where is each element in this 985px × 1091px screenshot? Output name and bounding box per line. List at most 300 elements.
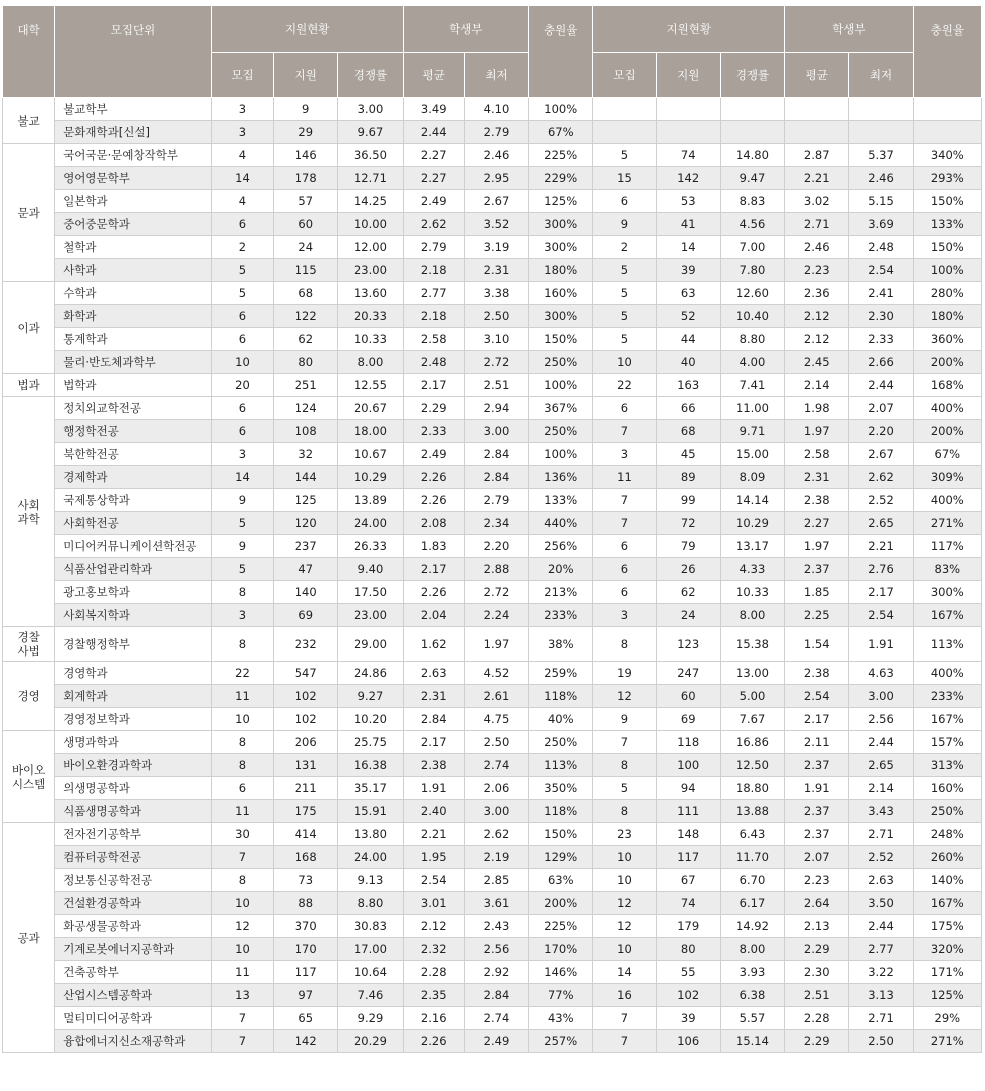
table-row <box>3 604 982 627</box>
value-cell: 200% <box>913 351 981 374</box>
table-row <box>3 443 982 466</box>
value-cell: 12.71 <box>338 167 403 190</box>
value-cell: 13.80 <box>338 823 403 846</box>
dept-cell: 건설환경공학과 <box>55 892 212 915</box>
table-row <box>3 1007 982 1030</box>
value-cell: 4 <box>211 190 273 213</box>
value-cell: 12 <box>593 685 656 708</box>
value-cell: 2.54 <box>785 685 849 708</box>
dept-cell: 법학과 <box>55 374 212 397</box>
value-cell: 6 <box>593 535 656 558</box>
value-cell: 211 <box>274 777 338 800</box>
value-cell: 1.97 <box>785 420 849 443</box>
dept-cell: 경찰행정학부 <box>55 627 212 662</box>
dept-cell: 정보통신공학전공 <box>55 869 212 892</box>
value-cell: 2.54 <box>849 604 913 627</box>
value-cell: 24.00 <box>338 512 403 535</box>
value-cell: 11 <box>211 685 273 708</box>
college-cell: 경찰 사법 <box>3 627 55 662</box>
value-cell: 24.00 <box>338 846 403 869</box>
value-cell: 113% <box>913 627 981 662</box>
value-cell: 122 <box>274 305 338 328</box>
value-cell: 2.67 <box>849 443 913 466</box>
value-cell: 2.49 <box>403 190 464 213</box>
value-cell: 99 <box>656 489 720 512</box>
table-row <box>3 961 982 984</box>
value-cell <box>849 121 913 144</box>
value-cell <box>785 98 849 121</box>
value-cell: 100% <box>529 443 593 466</box>
value-cell: 2.21 <box>785 167 849 190</box>
value-cell: 12 <box>211 915 273 938</box>
dept-cell: 미디어커뮤니케이션학전공 <box>55 535 212 558</box>
value-cell: 13.60 <box>338 282 403 305</box>
value-cell: 2.14 <box>785 374 849 397</box>
value-cell: 52 <box>656 305 720 328</box>
value-cell: 8 <box>211 627 273 662</box>
value-cell: 440% <box>529 512 593 535</box>
value-cell: 80 <box>656 938 720 961</box>
table-row <box>3 121 982 144</box>
value-cell: 9 <box>211 535 273 558</box>
value-cell: 9.40 <box>338 558 403 581</box>
value-cell: 16.86 <box>720 731 784 754</box>
value-cell: 4.52 <box>464 662 528 685</box>
value-cell: 6.17 <box>720 892 784 915</box>
value-cell: 2.17 <box>403 558 464 581</box>
value-cell: 2.16 <box>403 1007 464 1030</box>
value-cell: 15.38 <box>720 627 784 662</box>
value-cell: 1.95 <box>403 846 464 869</box>
value-cell: 2.50 <box>464 305 528 328</box>
value-cell: 19 <box>593 662 656 685</box>
table-row <box>3 754 982 777</box>
value-cell: 9 <box>593 708 656 731</box>
value-cell: 40 <box>656 351 720 374</box>
value-cell: 12 <box>593 915 656 938</box>
value-cell: 271% <box>913 1030 981 1053</box>
value-cell: 2.48 <box>849 236 913 259</box>
value-cell: 47 <box>274 558 338 581</box>
value-cell: 77% <box>529 984 593 1007</box>
sub-header-ratio: 경쟁률 <box>338 53 403 98</box>
table-row <box>3 685 982 708</box>
value-cell: 2.29 <box>403 397 464 420</box>
value-cell: 2.40 <box>403 800 464 823</box>
value-cell: 5 <box>211 512 273 535</box>
value-cell: 62 <box>274 328 338 351</box>
value-cell: 2.30 <box>785 961 849 984</box>
value-cell: 179 <box>656 915 720 938</box>
table-row <box>3 1030 982 1053</box>
value-cell <box>913 121 981 144</box>
dept-cell: 국제통상학과 <box>55 489 212 512</box>
value-cell: 10 <box>211 938 273 961</box>
value-cell: 113% <box>529 754 593 777</box>
dept-cell: 불교학부 <box>55 98 212 121</box>
value-cell <box>785 121 849 144</box>
value-cell: 7 <box>211 846 273 869</box>
value-cell: 13 <box>211 984 273 1007</box>
value-cell: 142 <box>274 1030 338 1053</box>
value-cell: 14 <box>593 961 656 984</box>
value-cell: 1.85 <box>785 581 849 604</box>
value-cell: 150% <box>529 823 593 846</box>
value-cell: 2.51 <box>464 374 528 397</box>
college-cell: 경영 <box>3 662 55 731</box>
table-row <box>3 489 982 512</box>
value-cell: 2.88 <box>464 558 528 581</box>
value-cell: 175 <box>274 800 338 823</box>
value-cell: 66 <box>656 397 720 420</box>
value-cell: 10 <box>211 892 273 915</box>
value-cell: 150% <box>913 236 981 259</box>
value-cell: 3.00 <box>464 800 528 823</box>
value-cell: 8 <box>211 581 273 604</box>
value-cell: 5 <box>593 144 656 167</box>
value-cell: 2.07 <box>849 397 913 420</box>
value-cell: 8.00 <box>720 604 784 627</box>
value-cell: 6 <box>211 397 273 420</box>
dept-cell: 사회복지학과 <box>55 604 212 627</box>
value-cell: 79 <box>656 535 720 558</box>
value-cell: 144 <box>274 466 338 489</box>
value-cell: 2.79 <box>464 121 528 144</box>
value-cell: 250% <box>529 351 593 374</box>
value-cell: 3.00 <box>338 98 403 121</box>
table-row <box>3 397 982 420</box>
value-cell: 74 <box>656 892 720 915</box>
value-cell: 2.43 <box>464 915 528 938</box>
value-cell: 17.50 <box>338 581 403 604</box>
fill-rate-header-1: 충원율 <box>529 6 593 98</box>
value-cell: 5 <box>211 558 273 581</box>
value-cell: 115 <box>274 259 338 282</box>
value-cell: 2.62 <box>464 823 528 846</box>
value-cell: 259% <box>529 662 593 685</box>
value-cell <box>593 121 656 144</box>
sub-header-minimum: 최저 <box>849 53 913 98</box>
table-row <box>3 328 982 351</box>
value-cell: 3.01 <box>403 892 464 915</box>
fill-rate-header-2: 충원율 <box>913 6 981 98</box>
value-cell: 2.79 <box>403 236 464 259</box>
value-cell: 7 <box>593 489 656 512</box>
dept-cell: 화공생물공학과 <box>55 915 212 938</box>
value-cell: 2.61 <box>464 685 528 708</box>
value-cell: 5 <box>593 777 656 800</box>
sub-header-ratio: 경쟁률 <box>720 53 784 98</box>
value-cell: 100% <box>913 259 981 282</box>
value-cell: 2.27 <box>403 144 464 167</box>
value-cell: 2.95 <box>464 167 528 190</box>
value-cell: 180% <box>913 305 981 328</box>
value-cell: 4.75 <box>464 708 528 731</box>
value-cell: 2.35 <box>403 984 464 1007</box>
sub-header-minimum: 최저 <box>464 53 528 98</box>
value-cell: 2.30 <box>849 305 913 328</box>
value-cell: 250% <box>529 731 593 754</box>
value-cell: 2.62 <box>849 466 913 489</box>
table-row <box>3 581 982 604</box>
value-cell: 89 <box>656 466 720 489</box>
value-cell: 14.25 <box>338 190 403 213</box>
table-body <box>3 98 982 1053</box>
table-row <box>3 512 982 535</box>
value-cell: 10 <box>211 708 273 731</box>
value-cell: 146% <box>529 961 593 984</box>
value-cell: 150% <box>529 328 593 351</box>
value-cell: 24 <box>274 236 338 259</box>
table-row <box>3 213 982 236</box>
value-cell: 15.91 <box>338 800 403 823</box>
value-cell: 7 <box>211 1007 273 1030</box>
value-cell: 5 <box>211 282 273 305</box>
value-cell: 1.98 <box>785 397 849 420</box>
value-cell: 2.87 <box>785 144 849 167</box>
table-row <box>3 915 982 938</box>
value-cell: 2.37 <box>785 800 849 823</box>
value-cell: 45 <box>656 443 720 466</box>
value-cell: 2.71 <box>785 213 849 236</box>
value-cell: 123 <box>656 627 720 662</box>
value-cell: 5 <box>593 282 656 305</box>
table-row <box>3 98 982 121</box>
value-cell: 3.00 <box>464 420 528 443</box>
record-header-2: 학생부 <box>785 6 914 53</box>
value-cell: 2.17 <box>785 708 849 731</box>
value-cell: 9 <box>274 98 338 121</box>
value-cell: 129% <box>529 846 593 869</box>
value-cell: 2.63 <box>849 869 913 892</box>
value-cell: 2.14 <box>849 777 913 800</box>
value-cell: 4.00 <box>720 351 784 374</box>
value-cell: 2.21 <box>849 535 913 558</box>
dept-cell: 융합에너지신소재공학과 <box>55 1030 212 1053</box>
dept-cell: 사학과 <box>55 259 212 282</box>
value-cell: 10.64 <box>338 961 403 984</box>
value-cell: 24.86 <box>338 662 403 685</box>
dept-cell: 기계로봇에너지공학과 <box>55 938 212 961</box>
value-cell: 6 <box>593 581 656 604</box>
value-cell: 3.50 <box>849 892 913 915</box>
value-cell: 68 <box>656 420 720 443</box>
value-cell: 12.55 <box>338 374 403 397</box>
value-cell: 10.00 <box>338 213 403 236</box>
value-cell: 10 <box>593 938 656 961</box>
value-cell: 3.22 <box>849 961 913 984</box>
value-cell: 142 <box>656 167 720 190</box>
sub-header-applicants: 지원 <box>656 53 720 98</box>
value-cell: 9.29 <box>338 1007 403 1030</box>
value-cell: 2.24 <box>464 604 528 627</box>
table-row <box>3 259 982 282</box>
value-cell: 233% <box>529 604 593 627</box>
value-cell: 3 <box>211 121 273 144</box>
value-cell: 2.84 <box>403 708 464 731</box>
value-cell: 2.38 <box>403 754 464 777</box>
value-cell: 11.00 <box>720 397 784 420</box>
dept-cell: 수학과 <box>55 282 212 305</box>
dept-cell: 회계학과 <box>55 685 212 708</box>
value-cell: 175% <box>913 915 981 938</box>
value-cell: 3.52 <box>464 213 528 236</box>
value-cell: 100 <box>656 754 720 777</box>
dept-cell: 멀티미디어공학과 <box>55 1007 212 1030</box>
dept-cell: 행정학전공 <box>55 420 212 443</box>
value-cell: 72 <box>656 512 720 535</box>
value-cell: 2.74 <box>464 754 528 777</box>
value-cell: 2.31 <box>785 466 849 489</box>
value-cell: 55 <box>656 961 720 984</box>
value-cell: 168 <box>274 846 338 869</box>
sub-header-average: 평균 <box>785 53 849 98</box>
value-cell: 125 <box>274 489 338 512</box>
value-cell: 10.29 <box>720 512 784 535</box>
value-cell: 2.37 <box>785 558 849 581</box>
value-cell: 7 <box>593 420 656 443</box>
value-cell: 5 <box>593 328 656 351</box>
value-cell: 29% <box>913 1007 981 1030</box>
value-cell: 40% <box>529 708 593 731</box>
value-cell: 43% <box>529 1007 593 1030</box>
value-cell: 100% <box>529 98 593 121</box>
dept-cell: 일본학과 <box>55 190 212 213</box>
value-cell: 7.00 <box>720 236 784 259</box>
value-cell: 29.00 <box>338 627 403 662</box>
value-cell: 6 <box>593 397 656 420</box>
value-cell: 57 <box>274 190 338 213</box>
value-cell: 4.56 <box>720 213 784 236</box>
value-cell: 1.97 <box>464 627 528 662</box>
value-cell: 7.67 <box>720 708 784 731</box>
value-cell: 293% <box>913 167 981 190</box>
value-cell: 39 <box>656 259 720 282</box>
value-cell: 2.46 <box>464 144 528 167</box>
value-cell <box>720 98 784 121</box>
value-cell: 2.46 <box>785 236 849 259</box>
value-cell: 2.04 <box>403 604 464 627</box>
value-cell: 3 <box>593 443 656 466</box>
value-cell: 13.89 <box>338 489 403 512</box>
value-cell: 350% <box>529 777 593 800</box>
value-cell: 2.44 <box>849 374 913 397</box>
value-cell: 2.31 <box>464 259 528 282</box>
value-cell: 11 <box>211 800 273 823</box>
value-cell: 2.85 <box>464 869 528 892</box>
value-cell: 140 <box>274 581 338 604</box>
value-cell: 53 <box>656 190 720 213</box>
value-cell: 6 <box>211 213 273 236</box>
value-cell: 14.14 <box>720 489 784 512</box>
dept-cell: 의생명공학과 <box>55 777 212 800</box>
table-row <box>3 708 982 731</box>
value-cell <box>656 98 720 121</box>
college-cell: 불교 <box>3 98 55 144</box>
value-cell: 6 <box>211 777 273 800</box>
value-cell: 320% <box>913 938 981 961</box>
value-cell: 6.38 <box>720 984 784 1007</box>
value-cell: 22 <box>211 662 273 685</box>
value-cell: 4.10 <box>464 98 528 121</box>
value-cell: 206 <box>274 731 338 754</box>
value-cell: 15.00 <box>720 443 784 466</box>
dept-cell: 물리·반도체과학부 <box>55 351 212 374</box>
value-cell: 11 <box>211 961 273 984</box>
dept-cell: 경영정보학과 <box>55 708 212 731</box>
value-cell: 160% <box>529 282 593 305</box>
value-cell: 8.80 <box>720 328 784 351</box>
value-cell: 97 <box>274 984 338 1007</box>
value-cell: 5 <box>593 305 656 328</box>
value-cell: 2.19 <box>464 846 528 869</box>
table-row <box>3 938 982 961</box>
value-cell: 10.29 <box>338 466 403 489</box>
value-cell: 5.37 <box>849 144 913 167</box>
value-cell: 63% <box>529 869 593 892</box>
value-cell: 2.64 <box>785 892 849 915</box>
value-cell: 2.51 <box>785 984 849 1007</box>
value-cell: 6 <box>211 328 273 351</box>
dept-cell: 정치외교학전공 <box>55 397 212 420</box>
dept-cell: 경영학과 <box>55 662 212 685</box>
value-cell: 1.91 <box>849 627 913 662</box>
apply-status-header-1: 지원현황 <box>211 6 403 53</box>
value-cell: 8 <box>593 800 656 823</box>
value-cell: 74 <box>656 144 720 167</box>
value-cell: 2.66 <box>849 351 913 374</box>
value-cell: 12 <box>593 892 656 915</box>
value-cell <box>593 98 656 121</box>
value-cell: 2.27 <box>785 512 849 535</box>
value-cell: 3 <box>211 604 273 627</box>
value-cell: 2.12 <box>785 305 849 328</box>
value-cell: 6 <box>211 305 273 328</box>
value-cell: 10.67 <box>338 443 403 466</box>
value-cell: 10 <box>593 869 656 892</box>
value-cell: 14.80 <box>720 144 784 167</box>
value-cell: 370 <box>274 915 338 938</box>
table-row <box>3 190 982 213</box>
value-cell: 225% <box>529 144 593 167</box>
value-cell: 163 <box>656 374 720 397</box>
value-cell: 2.79 <box>464 489 528 512</box>
value-cell: 2.29 <box>785 938 849 961</box>
value-cell: 1.62 <box>403 627 464 662</box>
value-cell: 118% <box>529 685 593 708</box>
value-cell: 102 <box>274 708 338 731</box>
value-cell: 2.58 <box>403 328 464 351</box>
value-cell: 3.10 <box>464 328 528 351</box>
value-cell: 7.80 <box>720 259 784 282</box>
value-cell: 108 <box>274 420 338 443</box>
dept-cell: 전자전기공학부 <box>55 823 212 846</box>
value-cell: 2.45 <box>785 351 849 374</box>
value-cell: 10.33 <box>720 581 784 604</box>
value-cell: 360% <box>913 328 981 351</box>
value-cell: 10 <box>211 351 273 374</box>
value-cell: 2.08 <box>403 512 464 535</box>
value-cell <box>720 121 784 144</box>
value-cell: 69 <box>656 708 720 731</box>
value-cell: 170 <box>274 938 338 961</box>
value-cell: 237 <box>274 535 338 558</box>
value-cell: 65 <box>274 1007 338 1030</box>
table-row <box>3 731 982 754</box>
dept-cell: 경제학과 <box>55 466 212 489</box>
value-cell: 2.23 <box>785 869 849 892</box>
dept-cell: 바이오환경과학과 <box>55 754 212 777</box>
